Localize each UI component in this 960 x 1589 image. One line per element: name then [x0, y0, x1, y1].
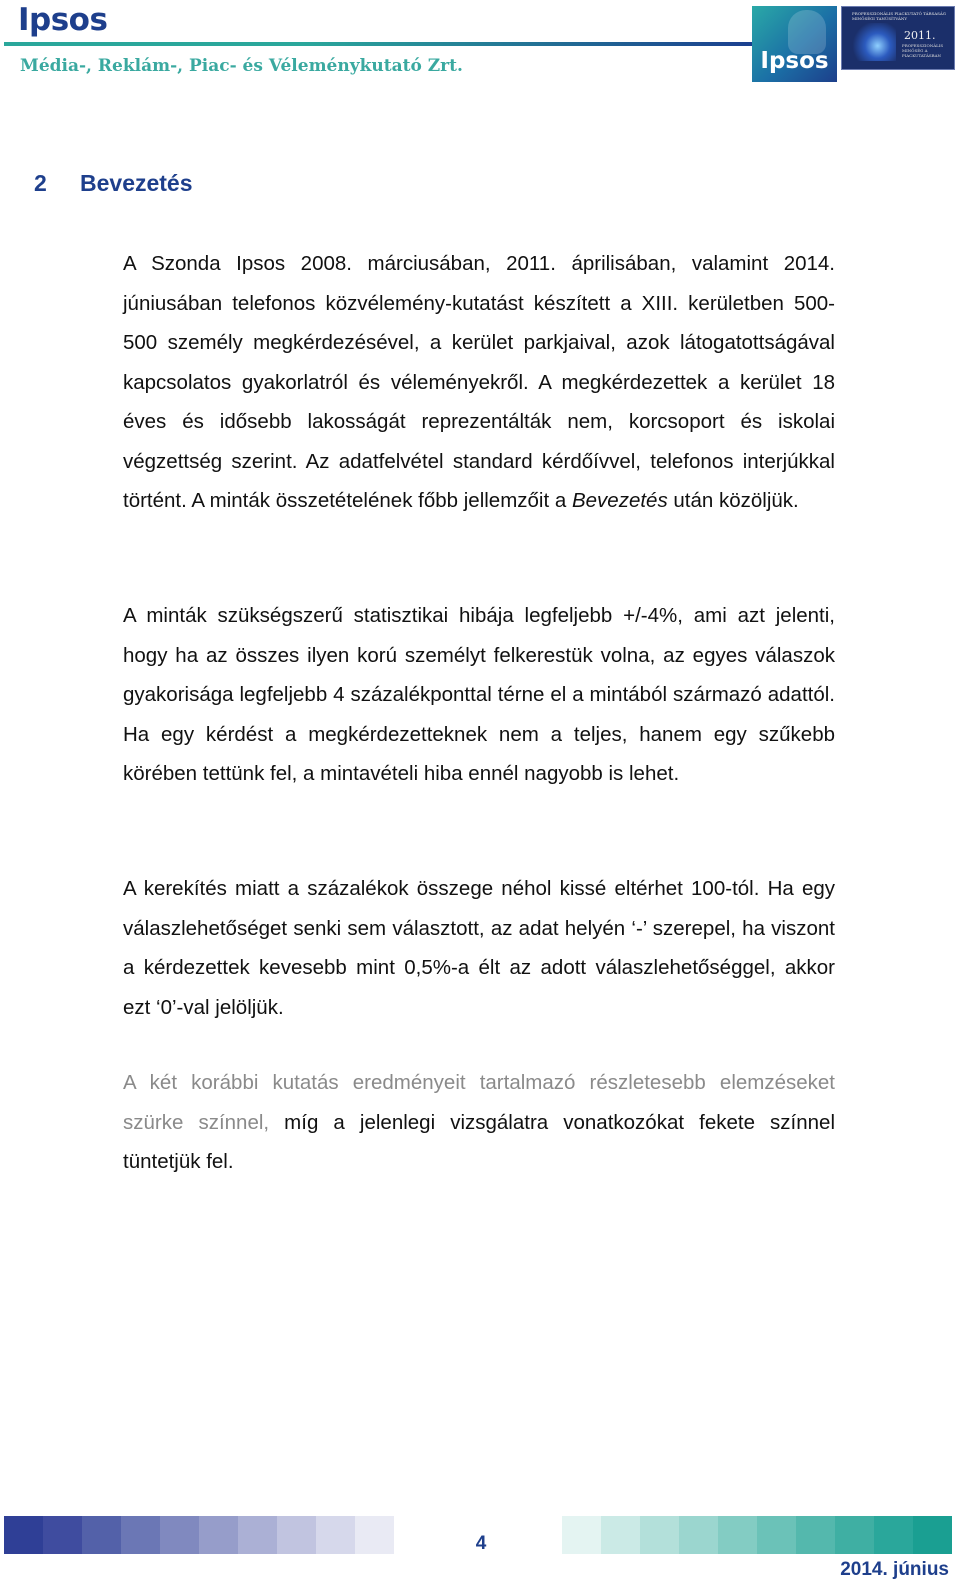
- star-burst-icon: [850, 23, 896, 61]
- footer-date: 2014. június: [840, 1559, 949, 1580]
- page-number: 4: [475, 1533, 487, 1554]
- black-text: míg a jelenlegi vizsgálatra vonatkozókat fekete színnel tüntetjük fel.: [123, 1110, 835, 1173]
- company-subtitle: Média-, Reklám-, Piac- és Véleménykutató Zrt.: [20, 56, 463, 76]
- ipsos-badge-logo: [752, 6, 837, 82]
- footer-color-swatch: [913, 1516, 952, 1554]
- certificate-heading: PROFESSZIONÁLIS PIACKUTATÓ TÁRSASÁG MINŐSÉGI TANÚSÍTVÁNY: [852, 11, 946, 21]
- certificate-year: 2011.: [904, 29, 936, 42]
- footer-color-swatch: [238, 1516, 277, 1554]
- intro-paragraph: [123, 244, 835, 521]
- badge-text: Ipsos: [760, 48, 829, 74]
- quality-certificate-badge: [841, 6, 955, 70]
- section-heading: [34, 170, 193, 197]
- footer-color-swatch: [277, 1516, 316, 1554]
- footer-color-swatch: [121, 1516, 160, 1554]
- footer-color-bar-right: [562, 1516, 952, 1554]
- footer-color-swatch: [43, 1516, 82, 1554]
- footer-color-swatch: [796, 1516, 835, 1554]
- footer-color-swatch: [718, 1516, 757, 1554]
- footer-color-swatch: [835, 1516, 874, 1554]
- footer-color-swatch: [562, 1516, 601, 1554]
- footer-color-swatch: [679, 1516, 718, 1554]
- certificate-subtext: PROFESSZIONÁLIS MINŐSÉG A PIACKUTATÁSBAN: [902, 43, 944, 58]
- intro-text-end: után közöljük.: [667, 489, 799, 512]
- footer-color-bar-left: [4, 1516, 394, 1554]
- ipsos-logo-text: Ipsos: [18, 2, 108, 38]
- error-margin-paragraph: A minták szükségszerű statisztikai hibája legfeljebb +/-4%, ami azt jelenti, hogy ha az összes ilyen korú személyt felkerestük volna, az egyes válaszok gyakorisága legfeljebb 4 százalékponttal térne el a mintából származó adattól. Ha egy kérdést a megkérdezetteknek nem a teljes, hanem egy szűkebb körében tettünk fel, a mintavételi hiba ennél nagyobb is lehet.: [123, 604, 835, 785]
- footer-color-swatch: [316, 1516, 355, 1554]
- footer-color-swatch: [199, 1516, 238, 1554]
- intro-emphasis: Bevezetés: [571, 489, 668, 512]
- footer-color-swatch: [601, 1516, 640, 1554]
- rounding-paragraph: A kerekítés miatt a százalékok összege néhol kissé eltérhet 100-tól. Ha egy válaszlehetőséget senki sem választott, az adat helyén ‘-’ szerepel, ha viszont a kérdezettek kevesebb mint 0,5%-a élt az adott válaszlehetőséggel, akkor ezt ‘0’-val jelöljük.: [123, 877, 835, 1019]
- grey-text: A két korábbi kutatás eredményeit tartalmazó részletesebb elemzéseket szürke színnel,: [123, 1071, 835, 1134]
- footer-color-swatch: [355, 1516, 394, 1554]
- footer-color-swatch: [160, 1516, 199, 1554]
- header-divider: [4, 42, 752, 46]
- intro-text: A Szonda Ipsos 2008. márciusában, 2011. áprilisában, valamint 2014. júniusában telefonos közvélemény-kutatást készített a XIII. kerületben 500-500 személy megkérdezésével, a kerület parkjaival, azok látogatottságával kapcsolatos gyakorlatról és véleményekről. A megkérdezettek a kerület 18 éves és idősebb lakosságát reprezentálták nem, korcsoport és iskolai végzettség szerint. Az adatfelvétel standard kérdőívvel, telefonos interjúkkal történt. A minták összetételének főbb jellemzőit a: [123, 252, 835, 512]
- section-title: Bevezetés: [80, 170, 193, 196]
- footer-color-swatch: [4, 1516, 43, 1554]
- color-legend-paragraph: [123, 1063, 835, 1182]
- footer-color-swatch: [757, 1516, 796, 1554]
- footer-color-swatch: [640, 1516, 679, 1554]
- footer-color-swatch: [82, 1516, 121, 1554]
- footer-color-swatch: [874, 1516, 913, 1554]
- section-number: 2: [34, 170, 47, 196]
